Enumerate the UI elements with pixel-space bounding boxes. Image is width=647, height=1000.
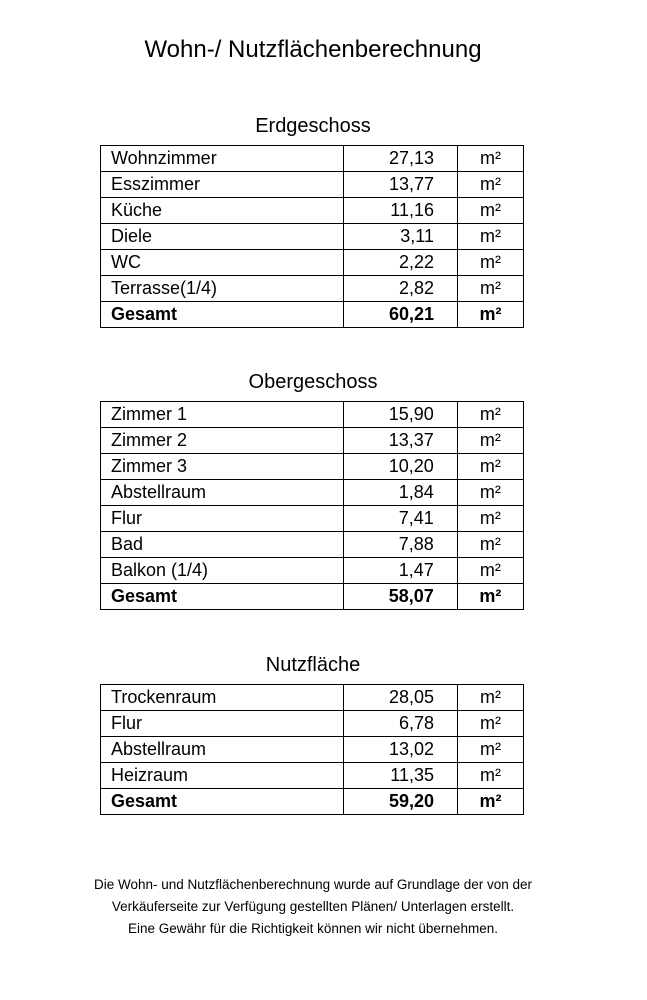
area-table-body — [101, 146, 524, 328]
table-row — [101, 480, 524, 506]
area-value-cell: 60,21 — [344, 302, 458, 328]
unit-cell: m² — [457, 480, 523, 506]
area-value-cell: 13,77 — [344, 172, 458, 198]
section-heading-nutzflaeche: Nutzfläche — [265, 654, 361, 676]
room-name-cell: Terrasse(1/4) — [101, 276, 344, 302]
unit-cell: m² — [458, 146, 524, 172]
table-row — [101, 763, 524, 789]
table-row — [101, 224, 524, 250]
area-value-cell: 11,35 — [344, 763, 458, 789]
room-name-cell: Diele — [101, 224, 344, 250]
area-table-erdgeschoss — [100, 145, 524, 328]
area-value-cell: 27,13 — [344, 146, 458, 172]
area-value-cell: 2,22 — [344, 250, 458, 276]
area-value-cell: 1,84 — [343, 480, 457, 506]
table-row — [101, 198, 524, 224]
room-name-cell: Gesamt — [101, 302, 344, 328]
table-row — [101, 506, 524, 532]
table-row — [101, 685, 524, 711]
unit-cell: m² — [458, 302, 524, 328]
area-value-cell: 7,88 — [343, 532, 457, 558]
area-value-cell: 13,37 — [343, 428, 457, 454]
room-name-cell: Bad — [101, 532, 344, 558]
total-row — [101, 584, 524, 610]
table-row — [101, 737, 524, 763]
room-name-cell: Abstellraum — [101, 480, 344, 506]
page-title: Wohn-/ Nutzflächenberechnung — [144, 36, 482, 63]
total-row — [101, 789, 524, 815]
room-name-cell: Küche — [101, 198, 344, 224]
section-heading-obergeschoss: Obergeschoss — [248, 371, 378, 393]
area-value-cell: 28,05 — [344, 685, 458, 711]
area-value-cell: 15,90 — [343, 402, 457, 428]
room-name-cell: Flur — [101, 506, 344, 532]
room-name-cell: Zimmer 2 — [101, 428, 344, 454]
room-name-cell: Abstellraum — [101, 737, 344, 763]
table-row — [101, 558, 524, 584]
table-row — [101, 532, 524, 558]
unit-cell: m² — [457, 428, 523, 454]
room-name-cell: Zimmer 1 — [101, 402, 344, 428]
table-row — [101, 711, 524, 737]
room-name-cell: Balkon (1/4) — [101, 558, 344, 584]
disclaimer — [0, 874, 626, 940]
area-value-cell: 7,41 — [343, 506, 457, 532]
unit-cell: m² — [458, 172, 524, 198]
table-row — [101, 276, 524, 302]
unit-cell: m² — [457, 558, 523, 584]
unit-cell: m² — [458, 763, 524, 789]
total-row — [101, 302, 524, 328]
table-row — [101, 454, 524, 480]
unit-cell: m² — [457, 584, 523, 610]
room-name-cell: Wohnzimmer — [101, 146, 344, 172]
area-value-cell: 3,11 — [344, 224, 458, 250]
room-name-cell: Gesamt — [101, 584, 344, 610]
unit-cell: m² — [458, 276, 524, 302]
unit-cell: m² — [458, 789, 524, 815]
unit-cell: m² — [457, 454, 523, 480]
area-value-cell: 6,78 — [344, 711, 458, 737]
unit-cell: m² — [458, 224, 524, 250]
disclaimer-line: Eine Gewähr für die Richtigkeit können wir nicht übernehmen. — [128, 921, 498, 936]
area-table-nutzflaeche — [100, 684, 524, 815]
area-value-cell: 13,02 — [344, 737, 458, 763]
table-row — [101, 428, 524, 454]
unit-cell: m² — [458, 198, 524, 224]
area-value-cell: 2,82 — [344, 276, 458, 302]
area-table-obergeschoss — [100, 401, 524, 610]
area-value-cell: 10,20 — [343, 454, 457, 480]
room-name-cell: Esszimmer — [101, 172, 344, 198]
unit-cell: m² — [458, 250, 524, 276]
unit-cell: m² — [458, 711, 524, 737]
area-table-body — [101, 402, 524, 610]
table-row — [101, 402, 524, 428]
area-value-cell: 59,20 — [344, 789, 458, 815]
table-row — [101, 146, 524, 172]
room-name-cell: Heizraum — [101, 763, 344, 789]
unit-cell: m² — [458, 737, 524, 763]
disclaimer-line: Verkäuferseite zur Verfügung gestellten Plänen/ Unterlagen erstellt. — [111, 899, 515, 914]
room-name-cell: Trockenraum — [101, 685, 344, 711]
unit-cell: m² — [458, 685, 524, 711]
table-row — [101, 172, 524, 198]
room-name-cell: Zimmer 3 — [101, 454, 344, 480]
area-value-cell: 58,07 — [343, 584, 457, 610]
area-value-cell: 1,47 — [343, 558, 457, 584]
room-name-cell: Flur — [101, 711, 344, 737]
table-row — [101, 250, 524, 276]
unit-cell: m² — [457, 402, 523, 428]
section-heading-erdgeschoss: Erdgeschoss — [255, 115, 371, 137]
unit-cell: m² — [457, 532, 523, 558]
room-name-cell: WC — [101, 250, 344, 276]
unit-cell: m² — [457, 506, 523, 532]
disclaimer-line: Die Wohn- und Nutzflächenberechnung wurde auf Grundlage der von der — [93, 877, 533, 892]
room-name-cell: Gesamt — [101, 789, 344, 815]
area-table-body — [101, 685, 524, 815]
area-value-cell: 11,16 — [344, 198, 458, 224]
